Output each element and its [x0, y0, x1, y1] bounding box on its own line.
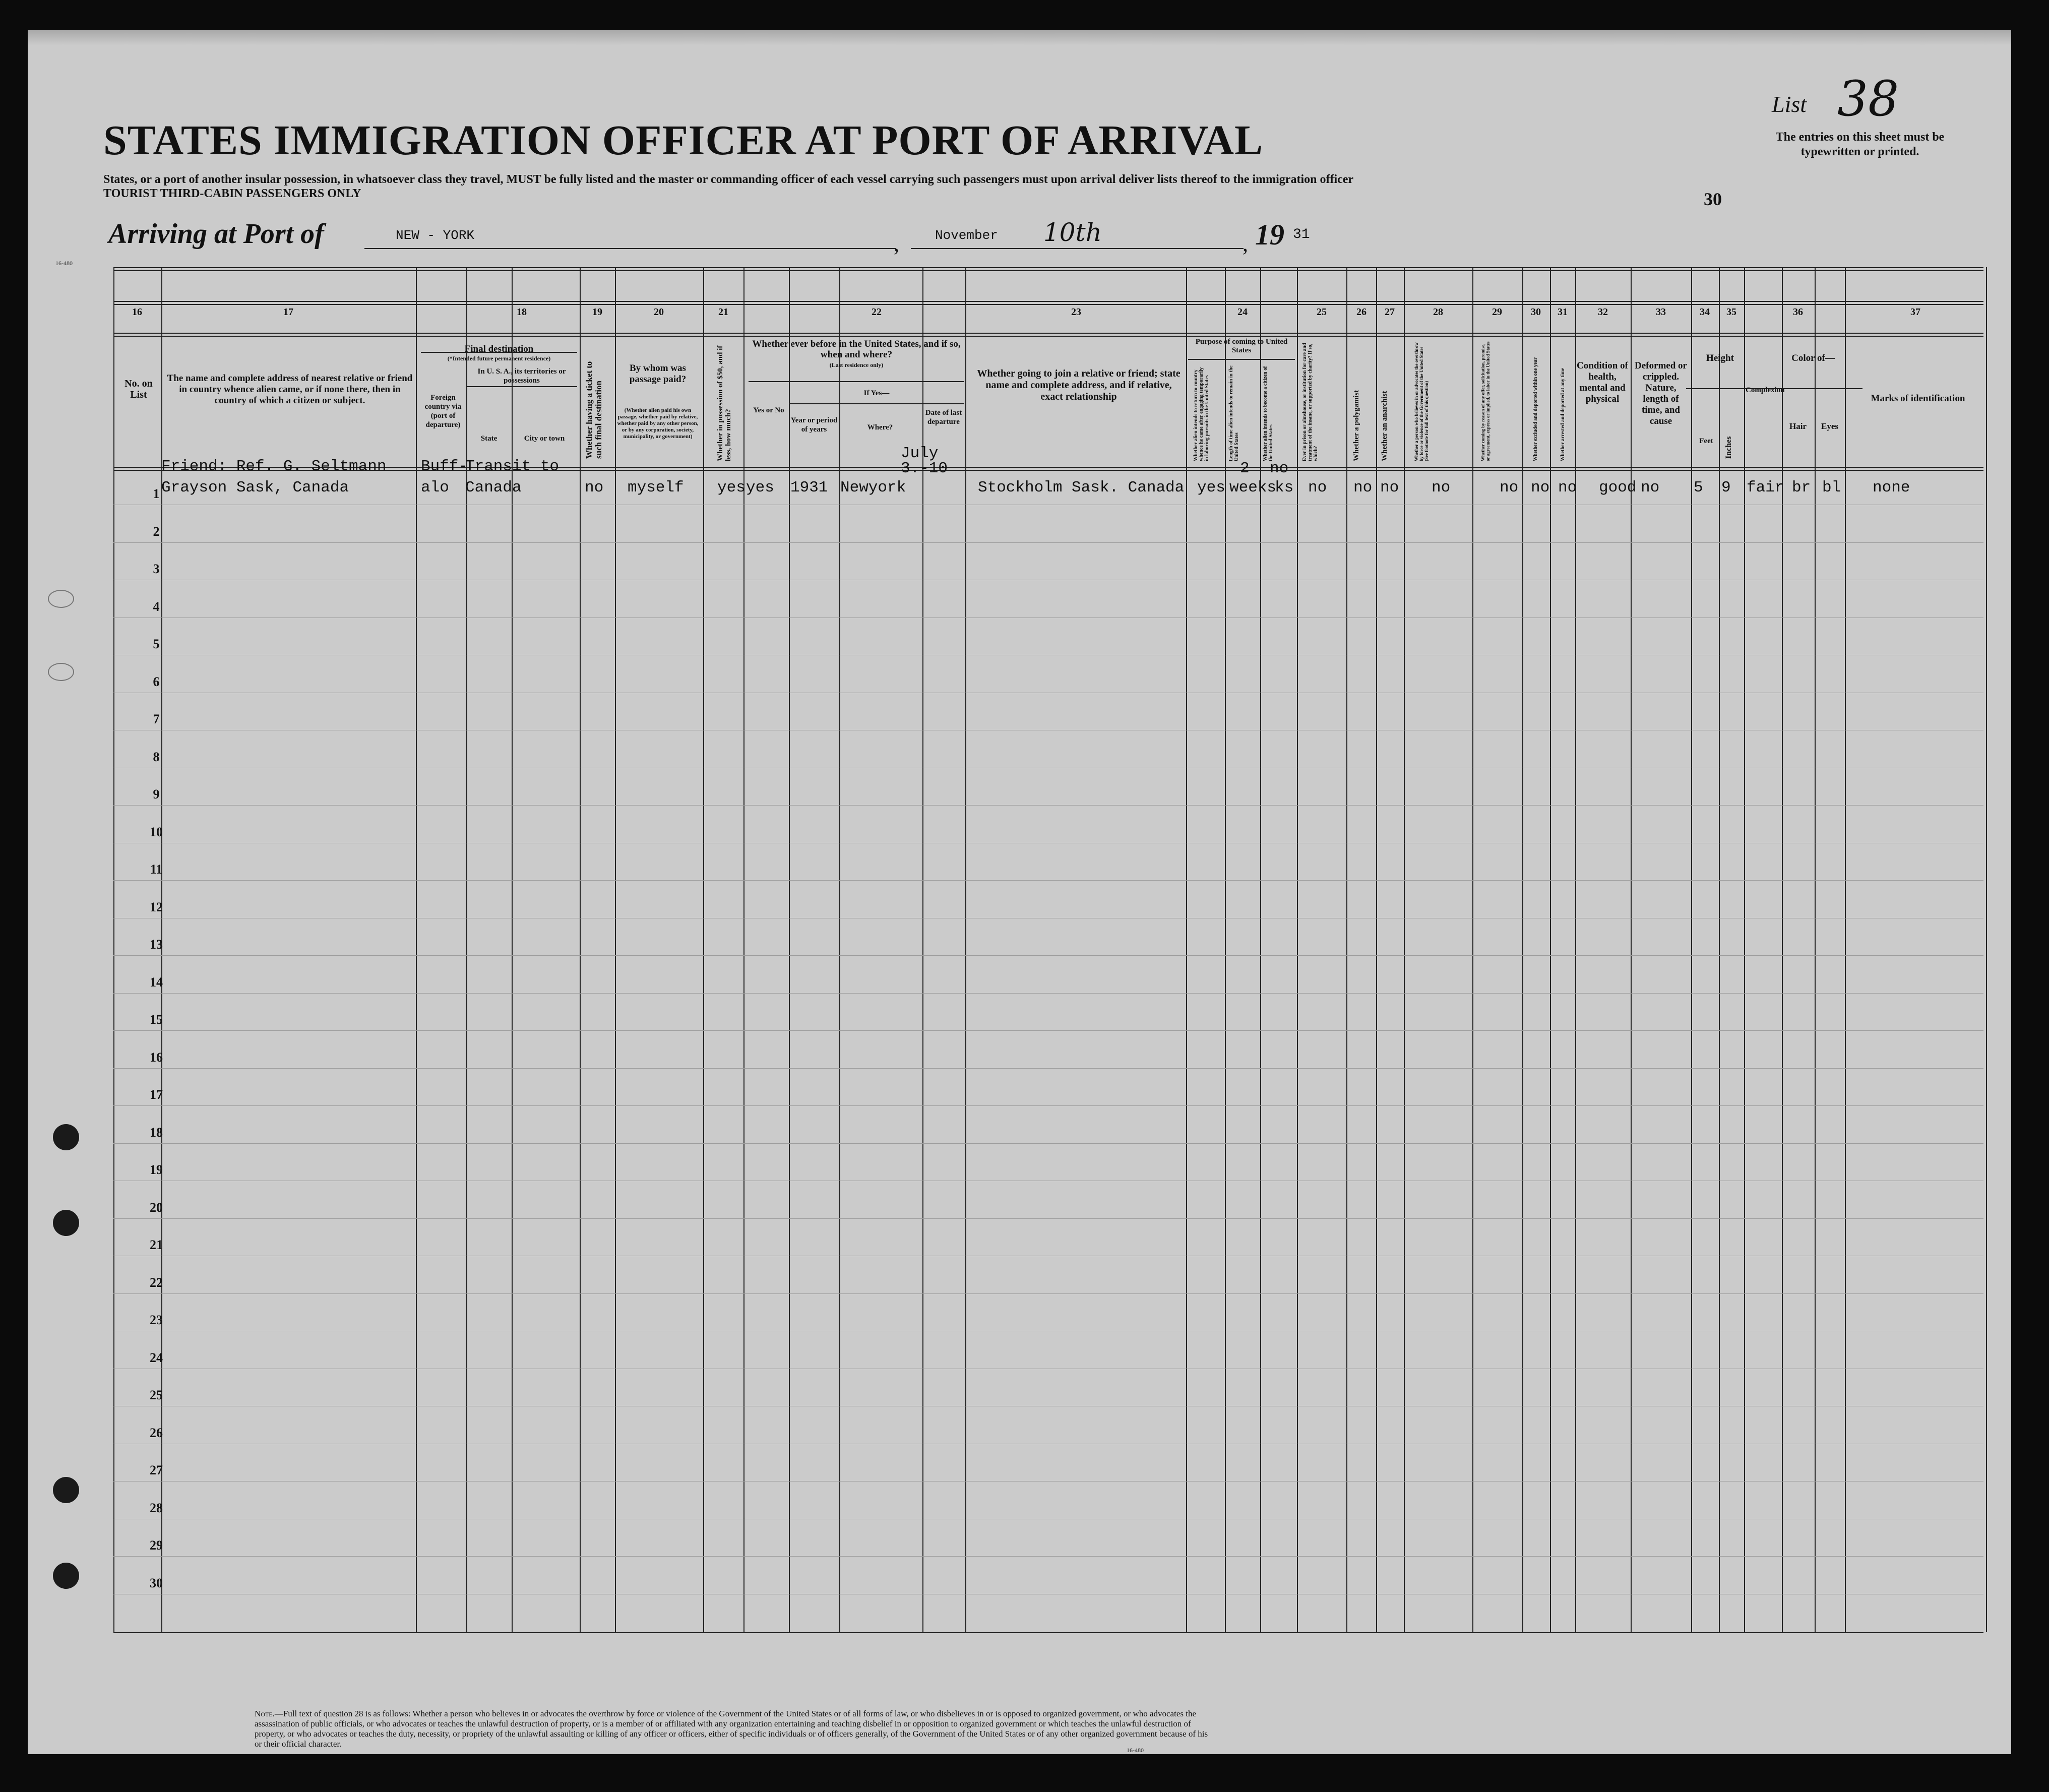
row-number: 19 — [150, 1162, 163, 1177]
binder-hole — [53, 1477, 79, 1503]
col22-yesno: Yes or No — [753, 406, 784, 414]
col22-ifyes: If Yes— — [863, 389, 890, 397]
column-rule — [1575, 267, 1576, 1632]
column-number: 23 — [1071, 306, 1081, 318]
row-number: 16 — [150, 1049, 163, 1065]
column-number: 17 — [283, 306, 293, 318]
eyes-value: bl — [1822, 479, 1841, 497]
col30-header: Whether excluded and deported within one year — [1533, 357, 1538, 461]
col22-date: Date of last departure — [925, 409, 962, 426]
sheet-number: 30 — [1704, 189, 1722, 209]
class-text: TOURIST THIRD-CABIN PASSENGERS ONLY — [103, 187, 361, 200]
column-number: 35 — [1726, 306, 1736, 318]
complexion-value: fair — [1747, 479, 1784, 497]
column-rule — [1522, 267, 1523, 1632]
col18-city: City or town — [524, 435, 565, 443]
col22-where: Where? — [867, 423, 893, 431]
column-number: 21 — [718, 306, 728, 318]
row-number: 10 — [150, 824, 163, 839]
column-rule — [1404, 267, 1405, 1632]
col34-header: Height — [1706, 353, 1734, 363]
row-number: 13 — [150, 937, 163, 952]
column-rule — [1225, 267, 1226, 1632]
column-number: 20 — [654, 306, 664, 318]
column-rule — [1782, 267, 1783, 1632]
row-number: 8 — [153, 749, 160, 764]
row-rule — [113, 993, 1983, 994]
col34-feet: Feet — [1699, 437, 1713, 445]
col18-header: Final destination — [464, 344, 534, 354]
row-rule — [113, 880, 1983, 881]
row-rule — [113, 542, 1983, 543]
row-number: 21 — [150, 1238, 163, 1252]
column-number: 16 — [132, 306, 142, 318]
prison-value: no — [1308, 479, 1327, 497]
column-rule — [1845, 267, 1846, 1632]
colnum-rule — [113, 304, 1983, 305]
col24-citizen: Whether alien intends to become a citizen of the United States — [1263, 366, 1274, 461]
column-rule — [839, 267, 840, 1632]
marks-value: none — [1873, 479, 1910, 497]
col17-header: The name and complete address of nearest relative or friend in country whence alien came, or if none there, then in country of which a citizen or subject. — [167, 373, 413, 406]
col31-header: Whether arrested and deported at any time — [1560, 367, 1566, 461]
column-rule — [1691, 267, 1692, 1632]
ever-before-value: yes — [746, 479, 774, 497]
money-value: yes — [717, 479, 746, 497]
column-rule — [789, 267, 790, 1632]
col18-note: (*Intended future permanent residence) — [447, 355, 551, 362]
state-line2: Canada — [465, 479, 522, 497]
row-number: 9 — [153, 787, 160, 801]
colnum-rule — [113, 301, 1983, 302]
column-rule — [1719, 267, 1720, 1632]
departure-line1: July — [901, 445, 939, 462]
row-rule — [113, 1293, 1983, 1294]
column-number: 24 — [1237, 306, 1248, 318]
col25-header: Ever in prison or almshouse, or institution for care and treatment of the insane, or supported by charity? If so, which? — [1302, 343, 1319, 461]
row-number: 1 — [153, 486, 160, 501]
list-label: List — [1772, 91, 1807, 117]
column-rule — [1744, 267, 1745, 1632]
col16-header: No. on List — [125, 378, 153, 400]
c22-sub-rule — [749, 381, 964, 382]
col20-header: By whom was passage paid? — [629, 363, 687, 385]
col18-usa: In U. S. A., its territories or possessions — [477, 367, 566, 385]
deformed-value: no — [1641, 479, 1660, 497]
column-number: 28 — [1433, 306, 1443, 318]
manifest-sheet — [28, 30, 2011, 1754]
hair-value: br — [1792, 479, 1811, 497]
length-line2: weeks — [1229, 479, 1277, 497]
column-number: 33 — [1656, 306, 1666, 318]
joining-value: Stockholm Sask. Canada — [978, 479, 1185, 497]
col19-header: Whether having a ticket to such final destination — [584, 361, 603, 459]
col23-header: Whether going to join a relative or friend; state name and complete address, and if relative, exact relationship — [977, 368, 1181, 402]
relative-line1: Friend: Ref. G. Seltmann — [161, 458, 387, 475]
col20-note: (Whether alien paid his own passage, whether paid by relative, whether paid by any other person, or by any corporation, society, municipality, or government) — [617, 407, 699, 440]
intro-text: States, or a port of another insular possession, in whatsoever class they travel, MUST be fully listed and the master or commanding officer of each vessel carrying such passengers must upon arrival deliver lists thereof to the immigration officer — [103, 173, 1354, 186]
col34-inches: Inches — [1724, 436, 1733, 459]
overthrow-value: no — [1432, 479, 1451, 497]
column-number: 29 — [1492, 306, 1502, 318]
header-bottom-rule — [113, 467, 1983, 468]
col35-header: Complexion — [1746, 386, 1785, 394]
col36-header: Color of— — [1791, 353, 1835, 363]
header-top-rule — [113, 336, 1983, 337]
row-rule — [113, 1030, 1983, 1031]
feet-value: 5 — [1694, 479, 1703, 497]
col26-header: Whether a polygamist — [1352, 390, 1360, 461]
column-number: 37 — [1910, 306, 1920, 318]
c22-ifyes-rule — [789, 403, 964, 404]
year-prefix: 19 — [1255, 218, 1284, 251]
column-number: 27 — [1385, 306, 1395, 318]
column-number: 34 — [1700, 306, 1710, 318]
row-number: 29 — [150, 1538, 163, 1553]
col22-year: Year or period of years — [790, 416, 838, 434]
row-number: 27 — [150, 1463, 163, 1477]
column-rule — [1472, 267, 1473, 1632]
row-number: 11 — [150, 862, 163, 877]
row-rule — [113, 1556, 1983, 1557]
where-value: Newyork — [840, 479, 906, 497]
state-line1: Transit to — [465, 458, 560, 475]
column-rule — [743, 267, 744, 1632]
row-number: 25 — [150, 1388, 163, 1402]
col36-eyes: Eyes — [1821, 421, 1838, 431]
column-number: 30 — [1531, 306, 1541, 318]
comma: , — [1243, 231, 1248, 256]
column-rule — [965, 267, 966, 1632]
binder-hole — [53, 1124, 79, 1150]
row-number: 23 — [150, 1313, 163, 1327]
entries-note: The entries on this sheet must be typewritten or printed. — [1775, 131, 1945, 158]
column-rule — [1376, 267, 1377, 1632]
foreign-line1: Buff- — [421, 458, 468, 475]
column-number: 36 — [1793, 306, 1803, 318]
page-title: STATES IMMIGRATION OFFICER AT PORT OF ARRIVAL — [103, 117, 1264, 164]
month-value: November — [935, 228, 998, 243]
col22-note: (Last residence only) — [829, 361, 884, 368]
form-number: 16-480 — [55, 260, 73, 267]
row-number: 30 — [150, 1575, 163, 1590]
col29-header: Whether coming by reason of any offer, solicitation, promise, or agreement, express or implied, to labor in the United States — [1480, 341, 1491, 461]
col32-header: Condition of health, mental and physical — [1577, 360, 1628, 404]
row-number: 4 — [153, 599, 160, 614]
citizen-line1: no — [1270, 460, 1289, 477]
footnote — [255, 1709, 1212, 1749]
column-rule — [1346, 267, 1347, 1632]
column-number: 19 — [592, 306, 602, 318]
binder-hole — [53, 1563, 79, 1589]
row-number: 28 — [150, 1500, 163, 1515]
column-rule — [416, 267, 417, 1632]
arriving-label: Arriving at Port of — [108, 218, 324, 250]
column-rule — [1815, 267, 1816, 1632]
column-rule — [113, 267, 114, 1632]
row-number: 6 — [153, 674, 160, 689]
row-number: 2 — [153, 524, 160, 539]
row-rule — [113, 1105, 1983, 1106]
year-value: 1931 — [790, 479, 828, 497]
c24-sub-rule — [1188, 359, 1295, 360]
row-number: 12 — [150, 899, 163, 914]
table-top-rule — [113, 267, 1983, 268]
footnote-text: —Full text of question 28 is as follows: Whether a person who believes in or advocates the overthrow by force or violence of the Government of the United States or of all forms of law, or who disbelieves in or is opposed to organized government, or who advocates the assassination of public officials, or who advocates or teaches the unlawful destruction of property, or is a member of or affiliated with any organization entertaining and teaching disbelief in or opposition to organized government or which teaches the unlawful destruction of property, or who advocates or teaches the duty, necessity, or propriety of the unlawful assaulting or killing of any officer or officers, either of specific individuals or of officers generally, of the Government of the United States or of any other organized government because of his or their official character. — [255, 1709, 1208, 1749]
col24-length: Length of time alien intends to remain in the United States — [1228, 365, 1239, 461]
row-rule — [113, 955, 1983, 956]
c18-usa-rule — [466, 386, 577, 387]
col24-header: Purpose of coming to United States — [1195, 338, 1288, 354]
col22-header: Whether ever before in the United States, and if so, when and where? — [752, 339, 961, 360]
day-value: 10th — [1043, 218, 1102, 247]
comma: , — [894, 231, 899, 256]
foreign-line2: alo — [421, 479, 449, 497]
row-rule — [113, 1143, 1983, 1144]
departure-line2: 3.-10 — [901, 460, 948, 477]
binder-hole — [53, 1210, 79, 1236]
list-number: 38 — [1837, 71, 1899, 127]
column-rule — [1260, 267, 1261, 1632]
column-rule — [1550, 267, 1551, 1632]
column-rule — [1986, 267, 1987, 1632]
ticket-value: no — [585, 479, 604, 497]
row-number: 24 — [150, 1350, 163, 1365]
year-suffix: 31 — [1293, 227, 1310, 242]
column-rule — [1297, 267, 1298, 1632]
port-value: NEW - YORK — [396, 228, 475, 243]
length-line1: 2 — [1240, 460, 1250, 477]
row-rule — [113, 1218, 1983, 1219]
row-number: 22 — [150, 1275, 163, 1290]
table-bottom-rule — [113, 1632, 1983, 1633]
header-top-rule — [113, 333, 1983, 334]
column-number: 26 — [1356, 306, 1367, 318]
column-rule — [703, 267, 704, 1632]
row-number: 5 — [153, 637, 160, 651]
row-number: 26 — [150, 1425, 163, 1440]
row-number: 14 — [150, 974, 163, 990]
column-rule — [580, 267, 581, 1632]
arrested-value: no — [1558, 479, 1577, 497]
col18-state: State — [480, 435, 498, 443]
row-number: 15 — [150, 1012, 163, 1027]
binder-hole — [48, 663, 74, 681]
row-rule — [113, 805, 1983, 806]
col24-return: Whether alien intends to return to country whence he came after engaging temporarily in laboring pursuits in the United States — [1193, 367, 1210, 461]
relative-line2: Grayson Sask, Canada — [161, 479, 349, 497]
col33-header: Deformed or crippled. Nature, length of time, and cause — [1635, 360, 1687, 426]
inches-value: 9 — [1721, 479, 1731, 497]
column-rule — [1631, 267, 1632, 1632]
row-number: 17 — [150, 1087, 163, 1102]
binder-hole — [48, 590, 74, 608]
col21-header: Whether in possession of $50, and if less, how much? — [716, 345, 732, 461]
column-number: 18 — [517, 306, 527, 318]
row-rule — [113, 617, 1983, 618]
header-bottom-rule — [113, 470, 1983, 471]
return-value: yes — [1197, 479, 1225, 497]
column-number: 25 — [1317, 306, 1327, 318]
footnote-form-number: 16-480 — [1127, 1747, 1144, 1754]
col28-header: Whether a person who believes in or advocates the overthrow by force or violence of the Government of the United States (See footnote for full text of this question) — [1414, 342, 1429, 461]
row-number: 3 — [153, 562, 160, 576]
table-top-rule — [113, 270, 1983, 271]
excluded-value: no — [1531, 479, 1550, 497]
col18-foreign: Foreign country via (port of departure) — [424, 394, 462, 429]
date-underline — [911, 248, 1244, 249]
column-number: 31 — [1558, 306, 1568, 318]
row-number: 20 — [150, 1200, 163, 1215]
paid-by-value: myself — [628, 479, 684, 497]
col27-header: Whether an anarchist — [1381, 391, 1389, 461]
citizen-line2: ks — [1275, 479, 1294, 497]
column-number: 32 — [1598, 306, 1608, 318]
column-rule — [1186, 267, 1187, 1632]
labor-value: no — [1500, 479, 1519, 497]
col37-header: Marks of identification — [1871, 393, 1965, 404]
health-value: good — [1599, 479, 1637, 497]
polygamist-value: no — [1353, 479, 1373, 497]
port-underline — [364, 248, 896, 249]
column-rule — [615, 267, 616, 1632]
col36-hair: Hair — [1789, 421, 1807, 431]
row-number: 18 — [150, 1125, 163, 1140]
footnote-label: Note. — [255, 1709, 275, 1718]
column-number: 22 — [872, 306, 882, 318]
row-number: 7 — [153, 712, 160, 726]
row-rule — [113, 1068, 1983, 1069]
anarchist-value: no — [1380, 479, 1399, 497]
